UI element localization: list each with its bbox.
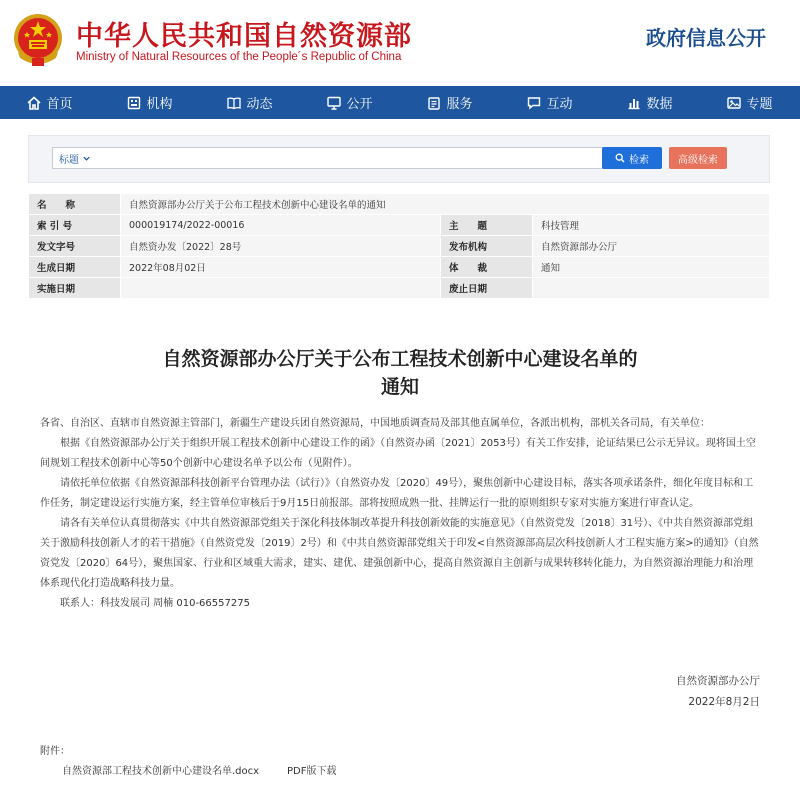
monitor-icon: [327, 96, 341, 110]
article-title: [0, 345, 800, 401]
search-scope-select[interactable]: [59, 151, 91, 166]
meta-value: 科技管理: [533, 215, 770, 236]
meta-value: 2022年08月02日: [121, 257, 441, 278]
meta-value: 通知: [533, 257, 770, 278]
building-icon: [127, 96, 141, 110]
attachment-docx-link[interactable]: 自然资源部工程技术创新中心建设名单.docx: [62, 766, 260, 777]
article-title-line: 通知: [380, 376, 419, 398]
nav-item-service[interactable]: [400, 86, 500, 119]
meta-label: 索 引 号: [29, 215, 121, 236]
signature-org: 自然资源部办公厅: [676, 675, 760, 687]
meta-label: 发文字号: [29, 236, 121, 257]
meta-label: 生成日期: [29, 257, 121, 278]
nav-label: 机构: [146, 97, 173, 112]
article-title-line: 自然资源部办公厅关于公布工程技术创新中心建设名单的: [162, 348, 638, 370]
chevron-down-icon: [82, 154, 91, 163]
search-input[interactable]: [101, 150, 616, 166]
article-paragraph: 请各有关单位认真贯彻落实《中共自然资源部党组关于深化科技体制改革提升科技创新效能的实施意见》（自然资党发〔2018〕31号）、《中共自然资源部党组关于激励科技创新人才的若干措施》（自然资党发〔2019〕2号）和《中共自然资源部党组关于印发<自然资源部高层次科技创新人才工程实施方案>的通知》（自然资党发〔2020〕64号），聚焦国家、行业和区域重大需求，建实、建优、建强创新中心，提高自然资源自主创新与成果转移转化能力，为自然资源治理能力和治理体系现代化打造战略科技力量。: [40, 518, 759, 589]
search-icon: [615, 153, 625, 163]
meta-value: 自然资源部办公厅关于公布工程技术创新中心建设名单的通知: [121, 194, 770, 215]
search-box: [52, 147, 625, 169]
home-icon: [27, 96, 41, 110]
table-row: [29, 257, 770, 278]
article-contact: 联系人：科技发展司 周楠 010-66557275: [60, 598, 250, 609]
meta-value: 自然资源部办公厅: [533, 236, 770, 257]
search-button-label: 检索: [629, 154, 649, 166]
nav-label: 首页: [46, 97, 73, 112]
nav-label: 专题: [746, 97, 773, 112]
gov-info-title[interactable]: 政府信息公开: [646, 26, 766, 50]
article-paragraph: 请依托单位依据《自然资源部科技创新平台管理办法（试行）》（自然资办发〔2020〕49号），聚焦创新中心建设目标，落实各项承诺条件，细化年度目标和工作任务，制定建设运行实施方案，经主管单位审核后于9月15日前报部。部将按照成熟一批、挂牌运行一批的原则组织专家对实施方案进行审查认定。: [40, 478, 754, 509]
meta-value: 自然资办发〔2022〕28号: [121, 236, 441, 257]
search-scope-label: 标题: [59, 155, 79, 166]
table-row: [29, 215, 770, 236]
meta-value: 000019174/2022-00016: [121, 215, 441, 236]
nav-label: 服务: [446, 97, 473, 112]
document-meta-table: [28, 193, 770, 299]
search-panel: [28, 135, 770, 183]
site-title[interactable]: 中华人民共和国自然资源部: [76, 21, 412, 52]
article-paragraph: 根据《自然资源部办公厅关于组织开展工程技术创新中心建设工作的函》（自然资办函〔2021〕2053号）有关工作安排，论证结果已公示无异议。现将国土空间规划工程技术创新中心等50个创新中心建设名单予以公布（见附件）。: [40, 438, 756, 469]
nav-label: 互动: [546, 97, 573, 112]
nav-item-home[interactable]: [0, 86, 100, 119]
nav-label: 公开: [346, 97, 373, 112]
meta-label: 废止日期: [441, 278, 533, 299]
attachment-label: 附件：: [40, 746, 70, 757]
meta-label: 名 称: [29, 194, 121, 215]
book-icon: [227, 96, 241, 110]
site-header: [0, 0, 800, 86]
table-row: [29, 236, 770, 257]
meta-value: [121, 278, 441, 299]
meta-label: 实施日期: [29, 278, 121, 299]
table-row: [29, 278, 770, 299]
clipboard-icon: [427, 96, 441, 110]
nav-item-topics[interactable]: [700, 86, 800, 119]
meta-label: 发布机构: [441, 236, 533, 257]
chart-icon: [627, 96, 641, 110]
meta-label: 体 裁: [441, 257, 533, 278]
nav-item-data[interactable]: [600, 86, 700, 119]
signature-date: 2022年8月2日: [688, 696, 760, 708]
table-row: [29, 194, 770, 215]
advanced-search-button[interactable]: 高级检索: [669, 147, 727, 169]
gallery-icon: [727, 96, 741, 110]
nav-item-public[interactable]: [300, 86, 400, 119]
article-body: [40, 414, 762, 614]
attachment-pdf-link[interactable]: PDF版下载: [287, 766, 337, 777]
nav-item-interact[interactable]: [500, 86, 600, 119]
main-nav: [0, 86, 800, 119]
meta-label: 主 题: [441, 215, 533, 236]
search-button[interactable]: [602, 147, 662, 169]
nav-item-news[interactable]: [200, 86, 300, 119]
article-salutation: 各省、自治区、直辖市自然资源主管部门，新疆生产建设兵团自然资源局，中国地质调查局及部其他直属单位，各派出机构，部机关各司局，有关单位：: [40, 418, 710, 429]
meta-value: [533, 278, 770, 299]
nav-item-org[interactable]: [100, 86, 200, 119]
site-subtitle: Ministry of Natural Resources of the People´s Republic of China: [76, 51, 402, 63]
nav-label: 数据: [646, 97, 673, 112]
chat-icon: [527, 96, 541, 110]
nav-label: 动态: [246, 97, 273, 112]
national-emblem-icon: [12, 12, 64, 68]
